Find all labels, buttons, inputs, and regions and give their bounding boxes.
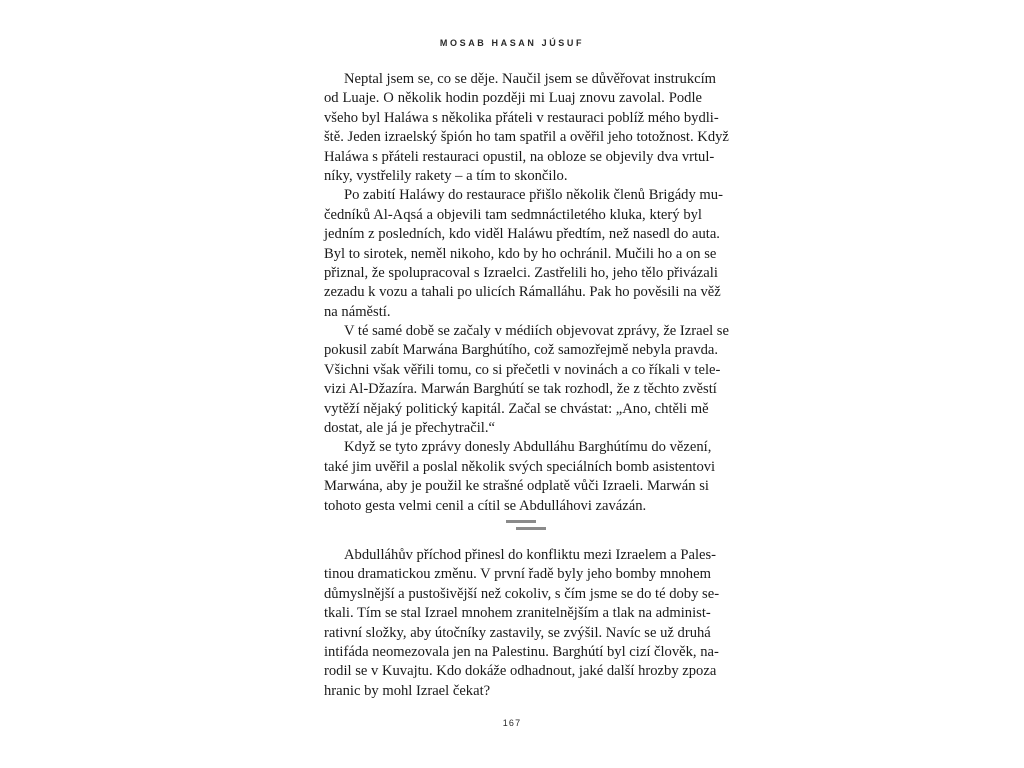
text-line: rativní složky, aby útočníky zastavily, se zvýšil. Navíc se už druhá bbox=[324, 624, 711, 641]
text-line: Všichni však věřili tomu, co si přečetli v novinách a co říkali v tele- bbox=[324, 361, 721, 378]
text-line: níky, vystřelily rakety – a tím to skončilo. bbox=[324, 167, 568, 184]
text-line: ště. Jeden izraelský špión ho tam spatřil a ověřil jeho totožnost. Když bbox=[324, 129, 729, 146]
text-line: hranic by mohl Izrael čekat? bbox=[324, 682, 491, 699]
text-line: Byl to sirotek, neměl nikoho, kdo by ho ochránil. Mučili ho a on se bbox=[324, 245, 717, 262]
running-head: MOSAB HASAN JÚSUF bbox=[439, 38, 585, 48]
text-line: rodil se v Kuvajtu. Kdo dokáže odhadnout, jaké další hrozby zpoza bbox=[324, 663, 717, 680]
text-line: pokusil zabít Marwána Barghútího, což samozřejmě nebyla pravda. bbox=[324, 342, 719, 359]
text-line: zezadu k vozu a tahali po ulicích Rámalláhu. Pak ho pověsili na věž bbox=[324, 284, 721, 301]
text-line: dostat, ale já je přechytračil.“ bbox=[324, 420, 495, 437]
text-line: V té samé době se začaly v médiích objevovat zprávy, že Izrael se bbox=[344, 323, 729, 340]
text-line: všeho byl Haláwa s několika přáteli v restauraci poblíž mého bydli- bbox=[324, 109, 719, 126]
text-line: tkali. Tím se stal Izrael mnohem zranitelnějším a tlak na administ- bbox=[324, 605, 711, 622]
text-line: Po zabití Haláwy do restaurace přišlo několik členů Brigády mu- bbox=[344, 187, 723, 204]
text-line: Abdulláhův příchod přinesl do konfliktu mezi Izraelem a Pales- bbox=[344, 547, 717, 563]
text-line: čedníků Al-Aqsá a objevili tam sedmnáctiletého kluka, který byl bbox=[324, 206, 702, 223]
page-number: 167 bbox=[502, 718, 522, 728]
text-line: tinou dramatickou změnu. V první řadě byly jeho bomby mnohem bbox=[324, 566, 711, 583]
text-line: Marwána, aby je použil ke strašné odplatě vůči Izraeli. Marwán si bbox=[324, 478, 709, 495]
text-line: na náměstí. bbox=[324, 303, 391, 320]
text-block-1 bbox=[324, 70, 729, 516]
text-line: vytěží nějaký politický kapitál. Začal se chvástat: „Ano, chtěli mě bbox=[324, 400, 709, 417]
text-line: Neptal jsem se, co se děje. Naučil jsem se důvěřovat instrukcím bbox=[344, 71, 717, 87]
section-break-ornament bbox=[506, 519, 546, 533]
text-line: vizi Al-Džazíra. Marwán Barghútí se tak rozhodl, že z těchto zvěstí bbox=[324, 381, 717, 398]
text-line: Když se tyto zprávy donesly Abdulláhu Barghútímu do vězení, bbox=[344, 439, 712, 456]
text-line: přiznal, že spolupracoval s Izraelci. Zastřelili ho, jeho tělo přivázali bbox=[324, 264, 718, 281]
text-block-2 bbox=[324, 546, 720, 701]
text-line: Haláwa s přáteli restauraci opustil, na obloze se objevily dva vrtul- bbox=[324, 148, 715, 165]
text-line: od Luaje. O několik hodin později mi Luaj znovu zavolal. Podle bbox=[324, 90, 702, 107]
text-line: jedním z posledních, kdo viděl Haláwu předtím, než nasedl do auta. bbox=[324, 226, 720, 243]
text-line: tohoto gesta velmi cenil a cítil se Abdulláhovi zavázán. bbox=[324, 497, 647, 514]
text-line: také jim uvěřil a poslal několik svých speciálních bomb asistentovi bbox=[324, 458, 716, 475]
section-break-bar-bottom bbox=[516, 527, 546, 530]
text-line: intifáda neomezovala jen na Palestinu. Barghútí byl cizí člověk, na- bbox=[324, 643, 719, 660]
section-break-bar-top bbox=[506, 520, 536, 523]
text-line: důmyslnější a pustošivější než cokoliv, s čím jsme se do té doby se- bbox=[324, 585, 720, 602]
